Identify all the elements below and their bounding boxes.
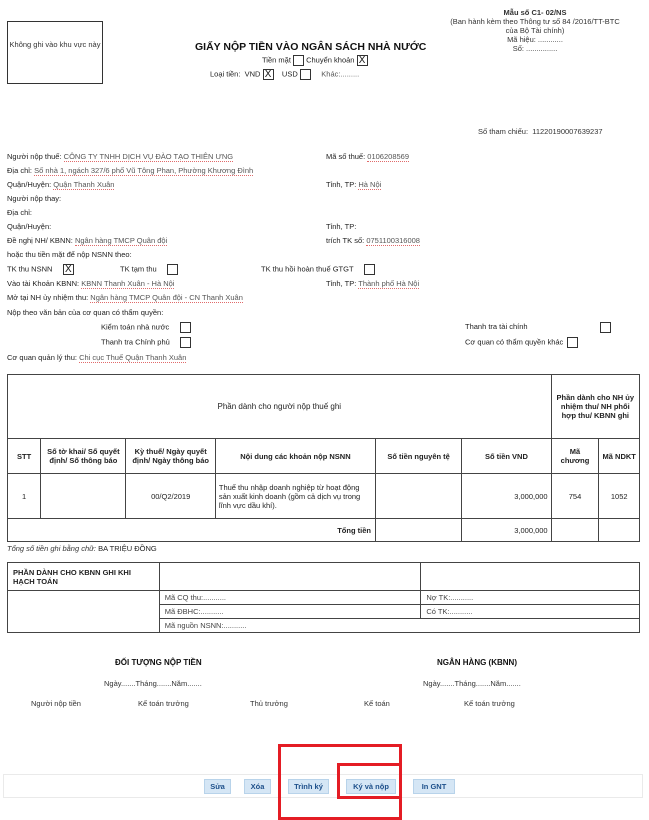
authority-option-inspect	[101, 337, 191, 348]
kbnn-account-label: Vào tài Khoản KBNN:	[7, 279, 80, 288]
role-chief-accountant: Kế toán trưởng	[138, 699, 189, 708]
kbnn-account-value: KBNN Thanh Xuân - Hà Nội	[81, 279, 175, 288]
edit-button[interactable]: Sửa	[204, 779, 231, 794]
payment-method	[262, 55, 368, 66]
proxy-district-label: Quận/Huyện:	[7, 222, 52, 231]
total-vnd: 3,000,000	[462, 519, 551, 542]
role-bank-accountant: Kế toán	[364, 699, 390, 708]
tk-thu-nsnn-label: TK thu NSNN	[7, 264, 53, 274]
cell-ma-ndkt: 1052	[599, 474, 640, 519]
bank-account-label: trích TK số:	[326, 236, 365, 245]
col-noi-dung: Nội dung các khoản nộp NSNN	[215, 439, 375, 474]
proxy-province-label: Tỉnh, TP:	[326, 222, 357, 231]
kbnn-province-label: Tỉnh, TP:	[326, 279, 357, 288]
tk-tam-thu-label: TK tạm thu	[120, 264, 157, 274]
payer-signature-title: ĐỐI TƯỢNG NỘP TIỀN	[115, 658, 202, 667]
reference-label: Số tham chiếu:	[478, 127, 529, 136]
role-director: Thủ trưởng	[250, 699, 288, 708]
col-nguyen-te: Số tiền nguyên tệ	[375, 439, 461, 474]
col-ma-chuong: Mã chương	[551, 439, 599, 474]
tk-tam-thu-row	[120, 264, 178, 275]
total-nguyen-te	[375, 519, 461, 542]
col-ma-ndkt: Mã NDKT	[599, 439, 640, 474]
other-authority-checkbox[interactable]	[567, 337, 578, 348]
authority-option-other	[465, 337, 578, 348]
sign-and-submit-button[interactable]: Ký và nộp	[346, 779, 396, 794]
bank-request-row	[7, 236, 167, 245]
role-bank-chief-accountant: Kế toán trưởng	[464, 699, 515, 708]
tk-thu-nsnn-row	[7, 264, 74, 275]
form-code-block	[420, 8, 649, 53]
ma-dbhc: Mã ĐBHC:...........	[159, 605, 421, 619]
kbnn-section-title: PHẦN DÀNH CHO KBNN GHI KHI HẠCH TOÁN	[8, 563, 160, 591]
total-row	[8, 519, 640, 542]
table-header-row	[8, 439, 640, 474]
tk-thu-nsnn-checkbox[interactable]: X	[63, 264, 74, 275]
taxpayer-province-label: Tỉnh, TP:	[326, 180, 357, 189]
collecting-bank-row	[7, 293, 243, 302]
co-tk: Có TK:...........	[421, 605, 640, 619]
manager-row	[7, 353, 186, 362]
payment-table	[7, 374, 640, 542]
tk-tam-thu-checkbox[interactable]	[167, 264, 178, 275]
proxy-name-label: Người nộp thay:	[7, 194, 62, 203]
taxpayer-district-value: Quận Thanh Xuân	[53, 180, 115, 189]
col-stt: STT	[8, 439, 41, 474]
cash-label: Tiền mặt	[262, 55, 291, 65]
reference-number	[478, 127, 603, 136]
total-ma-chuong	[551, 519, 599, 542]
currency-row	[210, 69, 359, 80]
taxpayer-province-row	[326, 180, 381, 189]
taxpayer-name-value: CÔNG TY TNHH DỊCH VỤ ĐÀO TẠO THIÊN ƯNG	[63, 152, 234, 161]
no-tk: Nợ TK:...........	[421, 591, 640, 605]
cell-vnd: 3,000,000	[462, 474, 551, 519]
authority-option-label: Thanh tra Chính phủ	[101, 337, 170, 347]
vnd-label: VND	[244, 69, 261, 79]
total-ma-ndkt	[599, 519, 640, 542]
authority-option-label: Kiểm toán nhà nước	[101, 322, 170, 332]
taxpayer-address-row	[7, 166, 253, 175]
print-gnt-button[interactable]: In GNT	[413, 779, 455, 794]
form-issued-by: (Ban hành kèm theo Thông tư số 84 /2016/TT-BTC	[450, 17, 620, 26]
cell-ma-chuong: 754	[551, 474, 599, 519]
taxpayer-address-value: Số nhà 1, ngách 327/6 phố Vũ Tông Phan, Phường Khương Đình	[34, 166, 254, 175]
bank-signature-date: Ngày.......Tháng.......Năm.......	[423, 679, 521, 688]
col-ky-thue: Kỳ thuế/ Ngày quyết định/ Ngày thông báo	[126, 439, 215, 474]
or-cash-label: hoặc thu tiền mặt để nộp NSNN theo:	[7, 250, 132, 259]
gov-inspect-checkbox[interactable]	[180, 337, 191, 348]
col-so-to-khai: Số tờ khai/ Số quyết định/ Số thông báo	[41, 439, 126, 474]
audit-checkbox[interactable]	[180, 322, 191, 333]
table-row	[8, 474, 640, 519]
bank-signature-title: NGÂN HÀNG (KBNN)	[437, 658, 517, 667]
manager-label: Cơ quan quản lý thu:	[7, 353, 77, 362]
kbnn-blank-left	[8, 591, 160, 633]
section-taxpayer-header: Phần dành cho người nộp thuế ghi	[8, 375, 552, 439]
amount-in-words-value: BA TRIỆU ĐỒNG	[98, 544, 157, 553]
transfer-checkbox[interactable]: X	[357, 55, 368, 66]
bank-account-row	[326, 236, 420, 245]
taxpayer-name-label: Người nộp thuế:	[7, 152, 62, 161]
col-vnd: Số tiền VND	[462, 439, 551, 474]
bank-account-value: 0751100316008	[366, 236, 420, 245]
bank-request-value: Ngân hàng TMCP Quân đội	[74, 236, 168, 245]
form-ma-hieu: Mã hiệu: ............	[507, 35, 563, 44]
authority-label: Nộp theo văn bản của cơ quan có thẩm quyền:	[7, 308, 164, 317]
kbnn-province-row	[326, 279, 419, 288]
amount-in-words	[7, 544, 157, 553]
taxpayer-district-row	[7, 180, 114, 189]
manager-value: Chi cục Thuế Quận Thanh Xuân	[79, 353, 187, 362]
tk-hoan-thue-checkbox[interactable]	[364, 264, 375, 275]
role-payer: Người nộp tiền	[31, 699, 81, 708]
taxpayer-province-value: Hà Nội	[358, 180, 382, 189]
usd-checkbox[interactable]	[300, 69, 311, 80]
form-issued-by-2: của Bộ Tài chính)	[505, 26, 565, 35]
highlight-box-inner	[337, 763, 402, 799]
vnd-checkbox[interactable]: X	[263, 69, 274, 80]
taxpayer-district-label: Quận/Huyện:	[7, 180, 52, 189]
section-bank-header: Phần dành cho NH ủy nhiệm thu/ NH phối hợp thu/ KBNN ghi	[551, 375, 639, 439]
collecting-bank-label: Mở tại NH ủy nhiệm thu:	[7, 293, 89, 302]
total-label: Tổng tiền	[8, 519, 376, 542]
authority-option-finance	[465, 322, 528, 331]
usd-label: USD	[281, 69, 298, 79]
payer-signature-date: Ngày.......Tháng.......Năm.......	[104, 679, 202, 688]
kbnn-province-value: Thành phố Hà Nội	[358, 279, 420, 288]
amount-in-words-label: Tổng số tiền ghi bằng chữ:	[7, 544, 96, 553]
other-currency: Khác:.........	[321, 69, 360, 79]
taxpayer-name-row	[7, 152, 233, 161]
taxpayer-address-label: Địa chỉ:	[7, 166, 33, 175]
tax-code-row	[326, 152, 409, 161]
delete-button[interactable]: Xóa	[244, 779, 271, 794]
reference-value: 11220190007639237	[532, 127, 603, 136]
kbnn-account-row	[7, 279, 174, 288]
ma-nguon-nsnn: Mã nguồn NSNN:...........	[159, 619, 639, 633]
cell-ky-thue: 00/Q2/2019	[126, 474, 215, 519]
form-title: GIẤY NỘP TIỀN VÀO NGÂN SÁCH NHÀ NƯỚC	[195, 41, 427, 53]
form-so: Số: ...............	[512, 44, 558, 53]
kbnn-blank-1	[159, 563, 421, 591]
authority-option-label: Thanh tra tài chính	[465, 322, 528, 331]
proxy-address-label: Địa chỉ:	[7, 208, 33, 217]
transfer-label: Chuyển khoản	[306, 55, 355, 65]
cell-stt: 1	[8, 474, 41, 519]
tax-code-value: 0106208569	[367, 152, 410, 161]
tax-code-label: Mã số thuế:	[326, 152, 366, 161]
no-write-box: Không ghi vào khu vực này	[7, 21, 103, 84]
kbnn-accounting-table	[7, 562, 640, 633]
bank-request-label: Đề nghị NH/ KBNN:	[7, 236, 73, 245]
collecting-bank-value: Ngân hàng TMCP Quân đội - CN Thanh Xuân	[90, 293, 243, 302]
ma-cq-thu: Mã CQ thu:...........	[159, 591, 421, 605]
kbnn-blank-2	[421, 563, 640, 591]
form-code: Mẫu số C1- 02/NS	[503, 8, 567, 17]
cell-so-to-khai	[41, 474, 126, 519]
cell-nguyen-te	[375, 474, 461, 519]
cash-checkbox[interactable]	[293, 55, 304, 66]
cell-noi-dung: Thuế thu nhập doanh nghiệp từ hoạt động sản xuất kinh doanh (gồm cả dịch vụ trong lĩnh vực dầu khí).	[215, 474, 375, 519]
tk-hoan-thue-label: TK thu hồi hoàn thuế GTGT	[261, 264, 354, 274]
finance-inspect-checkbox[interactable]	[600, 322, 611, 333]
authority-option-label: Cơ quan có thẩm quyền khác	[465, 337, 564, 347]
authority-option-audit	[101, 322, 191, 333]
tk-hoan-thue-row	[261, 264, 375, 275]
submit-for-signing-button[interactable]: Trình ký	[288, 779, 329, 794]
currency-label: Loại tiền:	[210, 69, 241, 79]
